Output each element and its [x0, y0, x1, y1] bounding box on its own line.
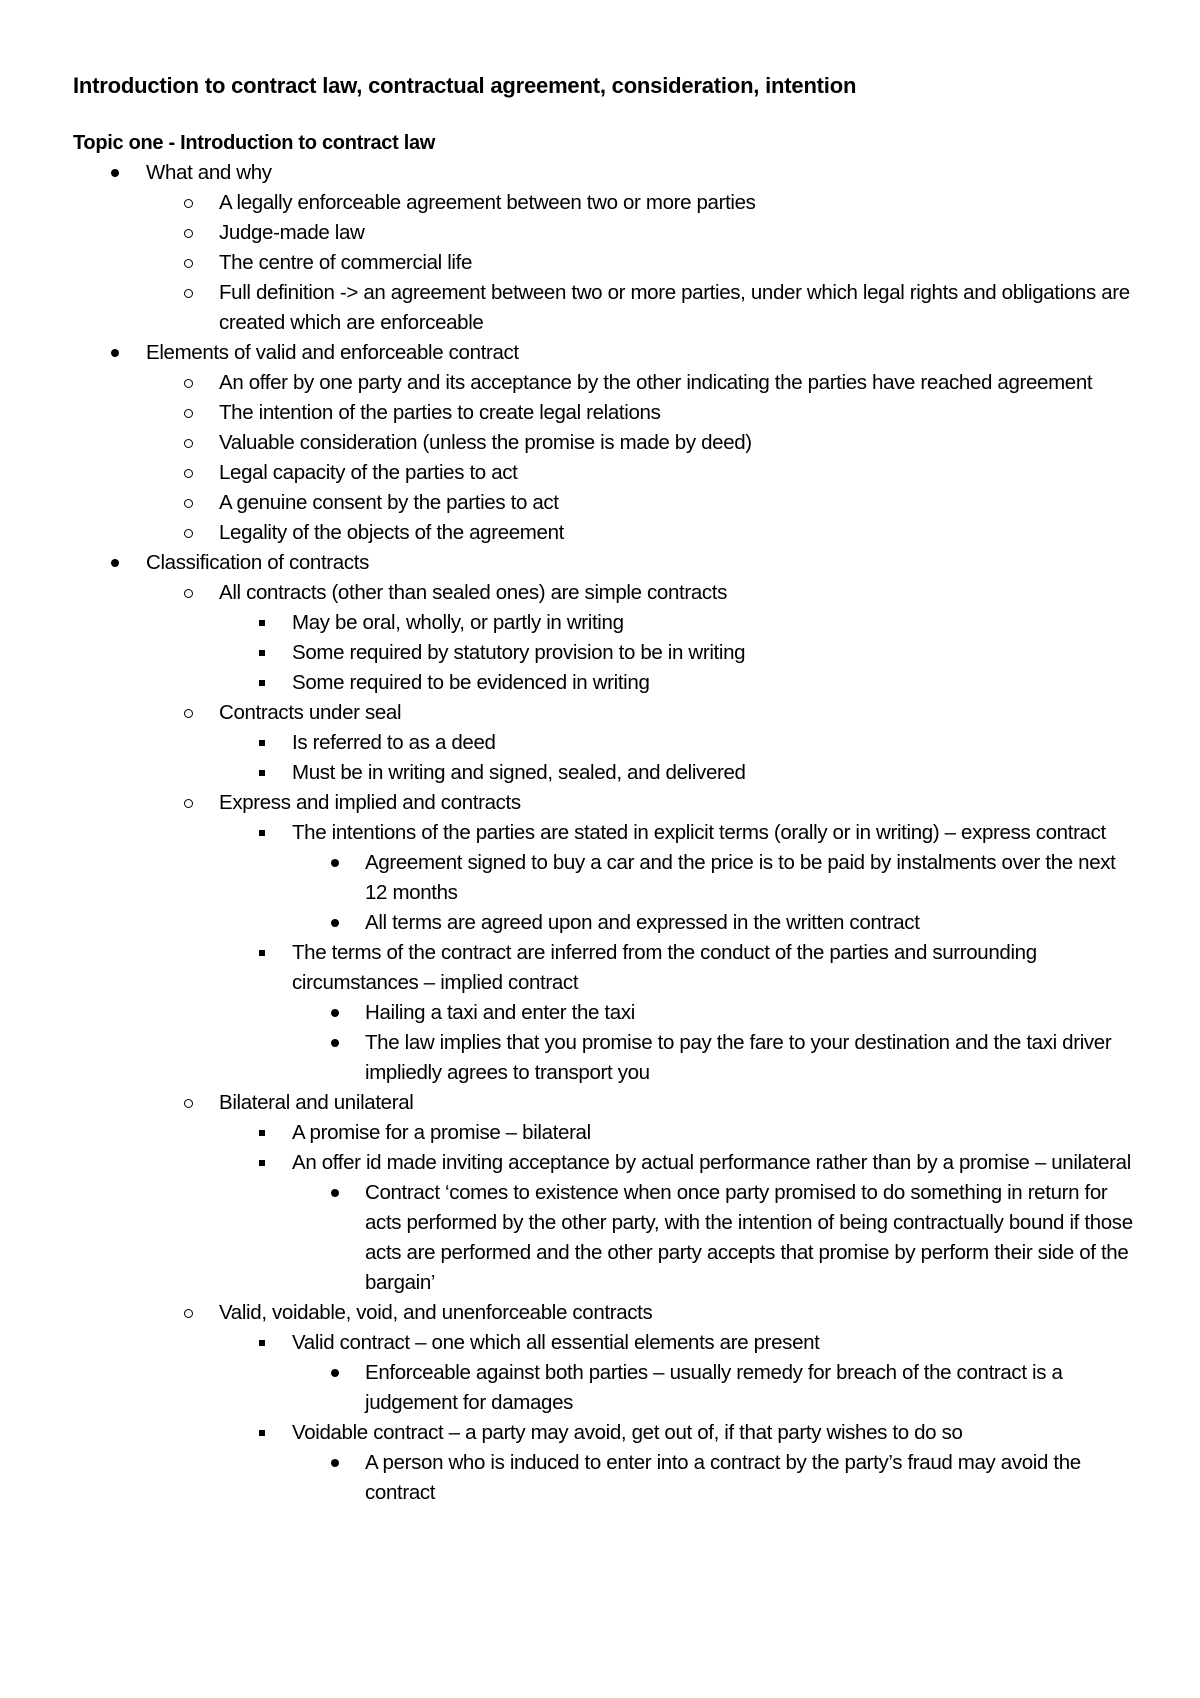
bullet-dot-icon [329, 1028, 349, 1058]
list-item-text: Express and implied and contracts [219, 791, 521, 814]
list-item [73, 1298, 1140, 1328]
list-item-text: Some required to be evidenced in writing [292, 671, 650, 694]
list-item [73, 518, 1140, 548]
list-item [73, 818, 1140, 848]
list-item [73, 488, 1140, 518]
bullet-square-icon [257, 638, 277, 668]
bullet-square-icon [257, 1118, 277, 1148]
bullet-circle-icon [182, 488, 202, 518]
bullet-square-icon [257, 1328, 277, 1358]
bullet-circle-icon [182, 398, 202, 428]
list-item-text: Valid, voidable, void, and unenforceable contracts [219, 1301, 653, 1324]
list-item [73, 1328, 1140, 1358]
list-item-text: Valuable consideration (unless the promise is made by deed) [219, 431, 752, 454]
list-item-text: The centre of commercial life [219, 251, 473, 274]
list-item-text: All contracts (other than sealed ones) are simple contracts [219, 581, 728, 604]
bullet-circle-icon [182, 278, 202, 308]
list-item-text: The intention of the parties to create legal relations [219, 401, 661, 424]
bullet-circle-icon [182, 218, 202, 248]
list-item-text: The terms of the contract are inferred from the conduct of the parties and surrounding circumstances – implied contract [292, 941, 1037, 994]
bullet-dot-icon [329, 998, 349, 1028]
topic-heading: Topic one - Introduction to contract law [73, 132, 436, 154]
bullet-dot-icon [109, 548, 129, 578]
list-item-text: Is referred to as a deed [292, 731, 496, 754]
bullet-square-icon [257, 608, 277, 638]
bullet-circle-icon [182, 428, 202, 458]
list-item-text: Valid contract – one which all essential elements are present [292, 1331, 820, 1354]
list-item [73, 758, 1140, 788]
list-item [73, 848, 1140, 908]
bullet-dot-icon [329, 1448, 349, 1478]
list-item [73, 1088, 1140, 1118]
bullet-square-icon [257, 758, 277, 788]
bullet-circle-icon [182, 368, 202, 398]
list-item-text: All terms are agreed upon and expressed in the written contract [365, 911, 920, 934]
bullet-circle-icon [182, 578, 202, 608]
bullet-square-icon [257, 1418, 277, 1448]
bullet-square-icon [257, 818, 277, 848]
list-item [73, 1448, 1140, 1508]
bullet-circle-icon [182, 518, 202, 548]
bullet-circle-icon [182, 788, 202, 818]
list-item-text: Agreement signed to buy a car and the price is to be paid by instalments over the next 12 months [365, 851, 1116, 904]
list-item-text: Classification of contracts [146, 551, 369, 574]
list-item-text: Must be in writing and signed, sealed, and delivered [292, 761, 746, 784]
list-item-text: An offer id made inviting acceptance by actual performance rather than by a promise – unilateral [292, 1151, 1131, 1174]
list-item [73, 908, 1140, 938]
list-item [73, 578, 1140, 608]
list-item [73, 608, 1140, 638]
bullet-dot-icon [329, 1358, 349, 1388]
list-item [73, 188, 1140, 218]
list-item [73, 368, 1140, 398]
bullet-square-icon [257, 938, 277, 968]
list-item [73, 398, 1140, 428]
list-item [73, 1178, 1140, 1298]
list-item [73, 158, 1140, 188]
list-item-text: What and why [146, 161, 272, 184]
list-item-text: May be oral, wholly, or partly in writing [292, 611, 624, 634]
list-item [73, 698, 1140, 728]
list-item-text: Hailing a taxi and enter the taxi [365, 1001, 635, 1024]
bullet-circle-icon [182, 248, 202, 278]
bullet-circle-icon [182, 1088, 202, 1118]
bullet-circle-icon [182, 1298, 202, 1328]
list-item-text: Enforceable against both parties – usually remedy for breach of the contract is a judgement for damages [365, 1361, 1063, 1414]
list-item [73, 1148, 1140, 1178]
list-item [73, 1118, 1140, 1148]
list-item [73, 728, 1140, 758]
list-item [73, 1418, 1140, 1448]
bullet-square-icon [257, 728, 277, 758]
bullet-circle-icon [182, 188, 202, 218]
list-item-text: Some required by statutory provision to be in writing [292, 641, 746, 664]
bullet-dot-icon [329, 848, 349, 878]
list-item [73, 668, 1140, 698]
bullet-dot-icon [329, 908, 349, 938]
bullet-square-icon [257, 668, 277, 698]
list-item [73, 278, 1140, 338]
list-item-text: Contracts under seal [219, 701, 402, 724]
list-item [73, 1358, 1140, 1418]
bullet-dot-icon [109, 158, 129, 188]
bullet-dot-icon [329, 1178, 349, 1208]
list-item [73, 938, 1140, 998]
list-item [73, 458, 1140, 488]
list-item [73, 248, 1140, 278]
list-item-text: The intentions of the parties are stated in explicit terms (orally or in writing) – express contract [292, 821, 1106, 844]
list-item [73, 788, 1140, 818]
list-item [73, 428, 1140, 458]
list-item-text: A legally enforceable agreement between two or more parties [219, 191, 756, 214]
list-item-text: Full definition -> an agreement between two or more parties, under which legal rights and obligations are created which are enforceable [219, 281, 1130, 334]
list-item-text: Legal capacity of the parties to act [219, 461, 518, 484]
list-item-text: A genuine consent by the parties to act [219, 491, 559, 514]
list-item-text: Elements of valid and enforceable contract [146, 341, 519, 364]
list-item-text: A promise for a promise – bilateral [292, 1121, 591, 1144]
document-title: Introduction to contract law, contractual agreement, consideration, intention [73, 73, 857, 98]
bullet-circle-icon [182, 698, 202, 728]
list-item [73, 638, 1140, 668]
list-item [73, 338, 1140, 368]
list-item-text: Bilateral and unilateral [219, 1091, 414, 1114]
bullet-dot-icon [109, 338, 129, 368]
list-item-text: Judge-made law [219, 221, 365, 244]
list-item-text: A person who is induced to enter into a contract by the party’s fraud may avoid the contract [365, 1451, 1081, 1504]
bullet-circle-icon [182, 458, 202, 488]
list-item-text: An offer by one party and its acceptance by the other indicating the parties have reached agreement [219, 371, 1093, 394]
bullet-square-icon [257, 1148, 277, 1178]
list-item [73, 548, 1140, 578]
list-item-text: Legality of the objects of the agreement [219, 521, 564, 544]
list-item-text: The law implies that you promise to pay the fare to your destination and the taxi driver impliedly agrees to transport you [365, 1031, 1112, 1084]
outline-list [73, 158, 1140, 1508]
list-item [73, 1028, 1140, 1088]
list-item [73, 218, 1140, 248]
list-item-text: Contract ‘comes to existence when once party promised to do something in return for acts performed by the other party, with the intention of being contractually bound if those acts are performed and the other party accepts that promise by perform their side of the bargain’ [365, 1181, 1133, 1294]
list-item-text: Voidable contract – a party may avoid, get out of, if that party wishes to do so [292, 1421, 963, 1444]
list-item [73, 998, 1140, 1028]
